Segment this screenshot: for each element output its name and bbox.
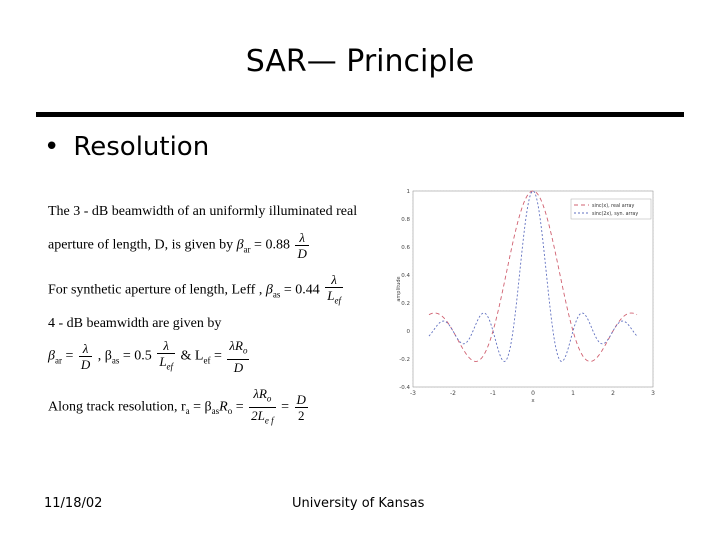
x-tick-label: -2 [450,390,456,397]
fraction-numerator: λ [157,338,175,354]
fraction-denominator [325,288,343,309]
legend-label: sinc(x), real array [592,204,635,209]
equals-sign: = [214,348,222,364]
lambda-over-d-fraction [295,230,308,261]
fraction-numerator [249,386,275,408]
equation-line-1: The 3 - dB beamwidth of an uniformly illuminated real [48,204,358,219]
beta-subscript: as [211,406,220,417]
beta-symbol: β [48,348,55,364]
and-lef: & L [180,348,204,364]
equation-line-4: 4 - dB beamwidth are given by [48,316,222,331]
x-tick-label: 0 [531,390,535,397]
beta-subscript: as [111,355,120,366]
fraction-denominator: D [80,356,91,372]
title-divider [36,112,684,117]
x-tick-label: 3 [651,390,655,397]
fraction-num-sub: o [242,345,248,356]
d-over-2-fraction [295,392,308,423]
equation-line-3-text: For synthetic aperture of length, Leff , [48,282,263,298]
y-axis-label: amplitude [396,276,402,302]
equation-line-2-text: aperture of length, D, is given by [48,237,234,253]
equation-line-2 [48,230,311,261]
beta-symbol: β [236,237,244,253]
x-axis-label: x [531,398,535,404]
x-tick-label: -1 [490,390,496,397]
equation-line-6-text: Along track resolution, r [48,399,186,415]
fraction-num-lr: λR [229,338,243,353]
fraction-denominator: D [297,246,307,261]
equation-05: = 0.5 [122,348,152,364]
fraction-numerator [227,338,249,360]
ro-subscript: o [227,406,233,417]
beta-symbol: β [265,282,273,298]
bullet-dot-icon: • [44,132,60,162]
fraction-numerator: λ [79,341,92,357]
equals-sign: = [281,399,290,415]
bullet-resolution [44,132,209,162]
r-subscript: a [185,406,190,417]
legend-label: sinc(2x), syn. array [592,212,639,217]
equals-sign: = [235,399,244,415]
equals-sign: = [65,348,74,364]
lambda-ro-over-2lef-fraction [249,386,275,428]
fraction-den-2l: 2L [251,407,265,423]
y-tick-label: 0.8 [401,217,410,223]
fraction-den-l: L [327,288,335,303]
fraction-numerator: D [296,391,306,407]
equation-044: = 0.44 [283,282,320,298]
lambda-over-lef-fraction [325,272,343,309]
fraction-num-sub: o [266,393,272,404]
fraction-numerator: λ [325,272,343,288]
lambda-ro-over-d-fraction [227,338,249,375]
equation-line-6 [48,386,310,428]
equation-088: = 0.88 [254,237,290,253]
beta-subscript: ar [243,244,251,255]
fraction-denominator [249,408,275,429]
footer-organization: University of Kansas [292,496,425,511]
equation-line-5 [48,338,251,375]
lambda-over-lef-fraction [157,338,175,375]
equals-beta: = β [193,399,212,415]
x-tick-label: 2 [611,390,615,397]
lambda-over-d-fraction [79,341,92,372]
beta-subscript: as [272,289,281,300]
x-tick-label: -3 [410,390,416,397]
plot-axes [396,189,655,404]
lef-subscript: ef [203,355,211,366]
beta-subscript: ar [54,355,62,366]
ro-symbol: R [219,399,228,415]
fraction-denominator [157,354,175,375]
fraction-denominator: 2 [297,407,305,423]
bullet-label: Resolution [73,132,210,162]
slide-title: SAR— Principle [245,44,475,79]
x-tick-label: 1 [571,390,575,397]
fraction-den-sub: ef [334,295,341,306]
fraction-numerator: λ [295,230,308,246]
plot-legend [571,199,651,219]
fraction-den-sub: e f [264,415,274,426]
fraction-den-sub: ef [166,361,174,372]
y-tick-label: 0.4 [401,273,410,279]
equation-block [48,200,398,430]
fraction-num-lr: λR [253,386,267,401]
fraction-denominator: D [233,359,244,375]
y-tick-label: -0.2 [399,357,410,363]
comma-beta: , β [97,348,112,364]
sinc-plot [395,183,670,405]
footer-date: 11/18/02 [44,496,103,511]
y-tick-label: 0.6 [401,245,410,251]
y-tick-label: -0.4 [399,385,410,391]
fraction-den-l: L [159,354,167,369]
plot-frame [413,191,653,387]
equation-line-3 [48,272,345,309]
y-tick-label: 0.2 [401,301,410,307]
y-tick-label: 0 [406,329,410,335]
y-tick-label: 1 [406,189,410,195]
